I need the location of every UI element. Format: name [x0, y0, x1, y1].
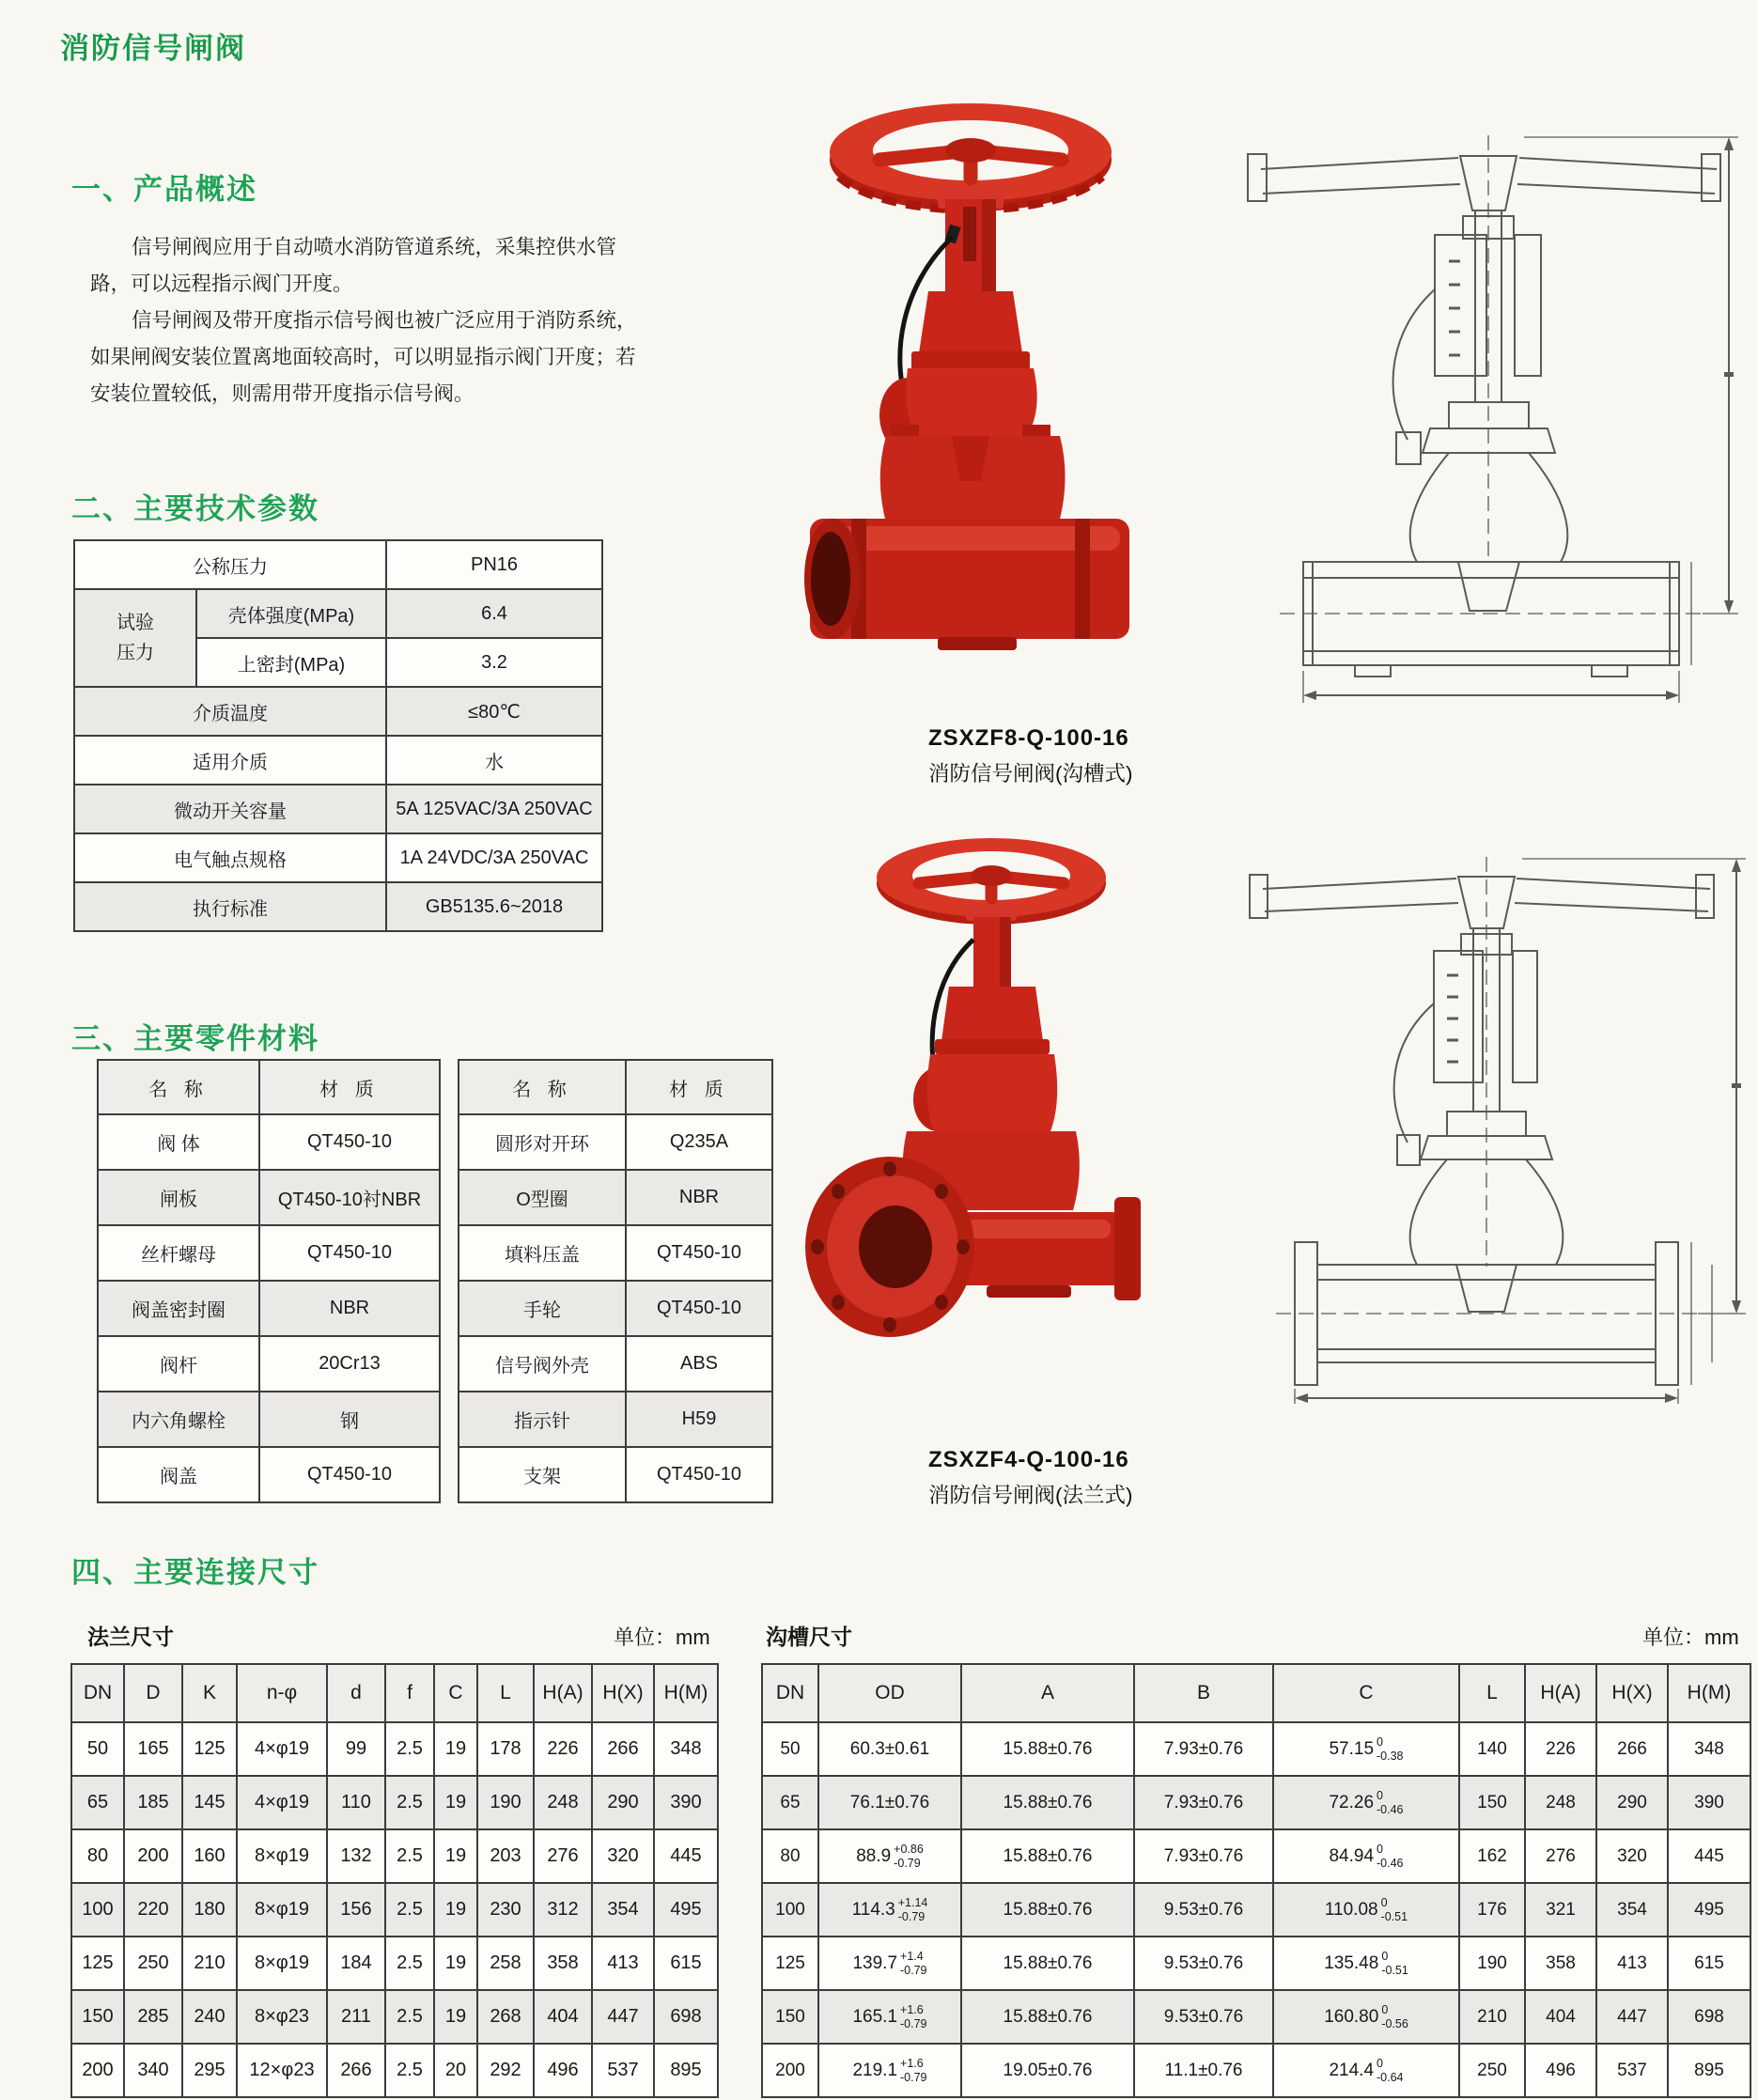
table-cell: 258 — [477, 1937, 534, 1990]
table-cell: 110 — [327, 1776, 385, 1829]
table-cell: 15.88±0.76 — [961, 1722, 1134, 1776]
table-row — [459, 1170, 772, 1225]
table-cell: 84.94 0 -0.46 — [1273, 1829, 1459, 1883]
table-cell: O型圈 — [459, 1170, 626, 1225]
table-cell: 手轮 — [459, 1281, 626, 1336]
table-cell: 19 — [434, 1722, 477, 1776]
table-cell: 19.05±0.76 — [961, 2044, 1134, 2097]
page-title: 消防信号闸阀 — [60, 32, 246, 65]
table-cell: 壳体强度(MPa) — [196, 589, 386, 638]
table-cell: 160 — [182, 1829, 237, 1883]
table-cell: 执行标准 — [74, 882, 386, 931]
product-name: 消防信号闸阀(沟槽式) — [928, 762, 1133, 786]
table-cell: 358 — [534, 1937, 592, 1990]
table-cell: 20 — [434, 2044, 477, 2097]
table-cell: 404 — [534, 1990, 592, 2044]
table-row — [762, 1883, 1750, 1937]
grooved-valve-drawing — [1223, 120, 1745, 722]
table-cell: 211 — [327, 1990, 385, 2044]
table-cell: 200 — [124, 1829, 182, 1883]
table-cell: 160.80 0 -0.56 — [1273, 1990, 1459, 2044]
table-cell: 9.53±0.76 — [1134, 1883, 1273, 1937]
table-cell: QT450-10 — [626, 1447, 772, 1502]
table-cell: 320 — [1596, 1829, 1668, 1883]
table-cell: 496 — [1525, 2044, 1596, 2097]
overview-text — [90, 229, 641, 412]
table-cell: 340 — [124, 2044, 182, 2097]
table-cell: 1A 24VDC/3A 250VAC — [386, 833, 602, 882]
table-cell: 填料压盖 — [459, 1225, 626, 1281]
table-cell: PN16 — [386, 540, 602, 589]
table-cell: 698 — [1668, 1990, 1750, 2044]
flange-dimensions-table — [70, 1663, 719, 2098]
table-cell: 100 — [71, 1883, 124, 1937]
table-cell: 184 — [327, 1937, 385, 1990]
table-cell: 447 — [592, 1990, 654, 2044]
column-header: C — [1273, 1664, 1459, 1722]
section-heading-tech-params: 二、主要技术参数 — [71, 492, 319, 525]
table-cell: 348 — [1668, 1722, 1750, 1776]
table-cell: 4×φ19 — [237, 1776, 327, 1829]
column-header: H(M) — [1668, 1664, 1750, 1722]
table-cell: ABS — [626, 1336, 772, 1392]
table-cell: 266 — [592, 1722, 654, 1776]
table-cell: 19 — [434, 1990, 477, 2044]
table-row — [459, 1392, 772, 1447]
table-cell: 250 — [1459, 2044, 1525, 2097]
column-header: A — [961, 1664, 1134, 1722]
table-cell: 413 — [1596, 1937, 1668, 1990]
table-cell: 537 — [1596, 2044, 1668, 2097]
flanged-valve-photo — [799, 819, 1160, 1383]
column-header: f — [385, 1664, 434, 1722]
table-cell: 250 — [124, 1937, 182, 1990]
table-cell: 140 — [1459, 1722, 1525, 1776]
table-cell: 60.3±0.61 — [818, 1722, 961, 1776]
table-cell: H59 — [626, 1392, 772, 1447]
table-cell: 354 — [1596, 1883, 1668, 1937]
table-cell: 165.1 +1.6 -0.79 — [818, 1990, 961, 2044]
table-cell: 176 — [1459, 1883, 1525, 1937]
table-cell: 404 — [1525, 1990, 1596, 2044]
table-row — [762, 1829, 1750, 1883]
table-cell: QT450-10 — [259, 1447, 440, 1502]
table-cell: QT450-10 — [259, 1225, 440, 1281]
table-cell: GB5135.6~2018 — [386, 882, 602, 931]
table-cell: 8×φ19 — [237, 1829, 327, 1883]
overview-paragraph-2: 信号闸阀及带开度指示信号阀也被广泛应用于消防系统，如果闸阀安装位置离地面较高时，可以明显指示阀门开度；若安装位置较低，则需用带开度指示信号阀。 — [90, 309, 637, 405]
table-cell: 2.5 — [385, 2044, 434, 2097]
table-row — [762, 1776, 1750, 1829]
table-cell: 65 — [762, 1776, 818, 1829]
table-cell: 190 — [1459, 1937, 1525, 1990]
table-cell: 390 — [654, 1776, 718, 1829]
table-row — [98, 1281, 440, 1336]
table-cell: 290 — [1596, 1776, 1668, 1829]
flanged-valve-drawing — [1223, 844, 1754, 1408]
column-header: L — [477, 1664, 534, 1722]
table-cell: 内六角螺栓 — [98, 1392, 259, 1447]
table-row — [459, 1281, 772, 1336]
table-cell: 292 — [477, 2044, 534, 2097]
table-row — [98, 1114, 440, 1170]
table-row — [762, 1937, 1750, 1990]
table-row — [71, 1883, 718, 1937]
table-cell: 阀盖 — [98, 1447, 259, 1502]
table-cell: 110.08 0 -0.51 — [1273, 1883, 1459, 1937]
flange-table-unit: 单位：mm — [614, 1626, 710, 1649]
table-row — [71, 1937, 718, 1990]
column-header: B — [1134, 1664, 1273, 1722]
table-cell: 390 — [1668, 1776, 1750, 1829]
column-header: H(X) — [592, 1664, 654, 1722]
table-cell: 19 — [434, 1776, 477, 1829]
table-cell: 139.7 +1.4 -0.79 — [818, 1937, 961, 1990]
table-cell: 8×φ19 — [237, 1937, 327, 1990]
table-cell: 7.93±0.76 — [1134, 1829, 1273, 1883]
table-cell: 上密封(MPa) — [196, 638, 386, 687]
table-row — [98, 1447, 440, 1502]
table-header-row — [459, 1060, 772, 1114]
table-cell: 200 — [71, 2044, 124, 2097]
table-cell: 2.5 — [385, 1937, 434, 1990]
product-name: 消防信号闸阀(法兰式) — [928, 1484, 1133, 1507]
table-cell: 290 — [592, 1776, 654, 1829]
table-cell: 320 — [592, 1829, 654, 1883]
table-cell: 80 — [71, 1829, 124, 1883]
table-row — [459, 1447, 772, 1502]
column-header: C — [434, 1664, 477, 1722]
table-cell: 公称压力 — [74, 540, 386, 589]
table-row — [74, 882, 602, 931]
table-cell: 135.48 0 -0.51 — [1273, 1937, 1459, 1990]
column-header: 名 称 — [98, 1060, 259, 1114]
table-cell: 19 — [434, 1883, 477, 1937]
table-cell: 5A 125VAC/3A 250VAC — [386, 785, 602, 833]
table-cell: 2.5 — [385, 1829, 434, 1883]
table-cell: 248 — [1525, 1776, 1596, 1829]
table-cell: 15.88±0.76 — [961, 1883, 1134, 1937]
table-cell: 285 — [124, 1990, 182, 2044]
table-cell: 2.5 — [385, 1990, 434, 2044]
table-cell: 240 — [182, 1990, 237, 2044]
table-row — [71, 1829, 718, 1883]
table-cell: 15.88±0.76 — [961, 1776, 1134, 1829]
column-header: K — [182, 1664, 237, 1722]
table-cell: 150 — [1459, 1776, 1525, 1829]
table-cell: 125 — [71, 1937, 124, 1990]
table-cell: 微动开关容量 — [74, 785, 386, 833]
table-row — [74, 540, 602, 589]
table-row — [762, 1990, 1750, 2044]
flange-table-caption: 法兰尺寸 — [87, 1625, 174, 1649]
table-cell: 19 — [434, 1829, 477, 1883]
column-header: H(M) — [654, 1664, 718, 1722]
groove-table-caption: 沟槽尺寸 — [766, 1625, 852, 1649]
table-row — [459, 1336, 772, 1392]
table-cell: 219.1 +1.6 -0.79 — [818, 2044, 961, 2097]
table-cell: 698 — [654, 1990, 718, 2044]
table-cell: 165 — [124, 1722, 182, 1776]
column-header: H(X) — [1596, 1664, 1668, 1722]
table-row — [74, 785, 602, 833]
table-cell: 水 — [386, 736, 602, 785]
product-label-flanged — [928, 1447, 1238, 1509]
table-cell: 266 — [327, 2044, 385, 2097]
table-header-row — [762, 1664, 1750, 1722]
table-cell: 4×φ19 — [237, 1722, 327, 1776]
product-model: ZSXZF8-Q-100-16 — [928, 725, 1129, 751]
table-cell: 220 — [124, 1883, 182, 1937]
column-header: DN — [762, 1664, 818, 1722]
column-header: d — [327, 1664, 385, 1722]
table-cell: QT450-10 — [626, 1281, 772, 1336]
table-cell: 162 — [1459, 1829, 1525, 1883]
table-cell: 268 — [477, 1990, 534, 2044]
table-cell: 圆形对开环 — [459, 1114, 626, 1170]
grooved-valve-photo — [797, 85, 1144, 714]
table-row — [71, 1990, 718, 2044]
table-cell: 电气触点规格 — [74, 833, 386, 882]
table-cell: 7.93±0.76 — [1134, 1776, 1273, 1829]
product-label-grooved — [928, 725, 1238, 787]
table-cell: 496 — [534, 2044, 592, 2097]
table-cell: 180 — [182, 1883, 237, 1937]
table-cell: 226 — [534, 1722, 592, 1776]
table-cell: 8×φ23 — [237, 1990, 327, 2044]
table-row — [71, 1776, 718, 1829]
table-row — [98, 1170, 440, 1225]
table-cell: 丝杆螺母 — [98, 1225, 259, 1281]
table-cell: 72.26 0 -0.46 — [1273, 1776, 1459, 1829]
table-row — [74, 687, 602, 736]
table-cell: 100 — [762, 1883, 818, 1937]
groove-dimensions-table — [761, 1663, 1751, 2098]
materials-table-right — [458, 1059, 773, 1503]
table-cell: 615 — [654, 1937, 718, 1990]
table-cell: 阀盖密封圈 — [98, 1281, 259, 1336]
table-cell: 276 — [1525, 1829, 1596, 1883]
table-cell: 495 — [1668, 1883, 1750, 1937]
table-cell: 试验压力 — [74, 589, 196, 687]
table-row — [74, 833, 602, 882]
section-heading-materials: 三、主要零件材料 — [71, 1022, 319, 1055]
table-cell: 312 — [534, 1883, 592, 1937]
table-cell: 145 — [182, 1776, 237, 1829]
table-cell: 3.2 — [386, 638, 602, 687]
table-cell: 537 — [592, 2044, 654, 2097]
tech-params-table — [73, 539, 603, 932]
table-cell: 适用介质 — [74, 736, 386, 785]
table-row — [98, 1336, 440, 1392]
table-cell: 125 — [182, 1722, 237, 1776]
table-cell: 150 — [71, 1990, 124, 2044]
table-cell: 132 — [327, 1829, 385, 1883]
table-row — [71, 2044, 718, 2097]
groove-table-unit: 单位：mm — [1642, 1626, 1739, 1649]
table-cell: QT450-10 — [259, 1114, 440, 1170]
table-cell: 178 — [477, 1722, 534, 1776]
table-cell: 9.53±0.76 — [1134, 1990, 1273, 2044]
column-header: D — [124, 1664, 182, 1722]
table-cell: 203 — [477, 1829, 534, 1883]
table-row — [762, 1722, 1750, 1776]
table-cell: 150 — [762, 1990, 818, 2044]
table-cell: 阀杆 — [98, 1336, 259, 1392]
product-model: ZSXZF4-Q-100-16 — [928, 1447, 1129, 1472]
table-cell: 348 — [654, 1722, 718, 1776]
table-cell: 50 — [71, 1722, 124, 1776]
table-cell: 190 — [477, 1776, 534, 1829]
table-cell: 495 — [654, 1883, 718, 1937]
column-header: DN — [71, 1664, 124, 1722]
table-row — [762, 2044, 1750, 2097]
table-cell: 295 — [182, 2044, 237, 2097]
table-cell: 钢 — [259, 1392, 440, 1447]
table-row — [98, 1392, 440, 1447]
column-header: 材 质 — [259, 1060, 440, 1114]
table-cell: NBR — [259, 1281, 440, 1336]
table-cell: 125 — [762, 1937, 818, 1990]
table-cell: 15.88±0.76 — [961, 1829, 1134, 1883]
table-cell: 6.4 — [386, 589, 602, 638]
table-cell: 支架 — [459, 1447, 626, 1502]
table-cell: 248 — [534, 1776, 592, 1829]
column-header: 名 称 — [459, 1060, 626, 1114]
table-cell: 156 — [327, 1883, 385, 1937]
table-cell: 321 — [1525, 1883, 1596, 1937]
column-header: H(A) — [1525, 1664, 1596, 1722]
table-row — [459, 1114, 772, 1170]
table-cell: 介质温度 — [74, 687, 386, 736]
table-cell: 895 — [1668, 2044, 1750, 2097]
table-cell: 20Cr13 — [259, 1336, 440, 1392]
table-cell: 895 — [654, 2044, 718, 2097]
column-header: n-φ — [237, 1664, 327, 1722]
materials-table-left — [97, 1059, 441, 1503]
table-cell: 354 — [592, 1883, 654, 1937]
table-cell: NBR — [626, 1170, 772, 1225]
table-cell: 15.88±0.76 — [961, 1990, 1134, 2044]
table-row — [98, 1225, 440, 1281]
table-cell: 15.88±0.76 — [961, 1937, 1134, 1990]
table-cell: 19 — [434, 1937, 477, 1990]
table-cell: 闸板 — [98, 1170, 259, 1225]
table-cell: 8×φ19 — [237, 1883, 327, 1937]
table-cell: 80 — [762, 1829, 818, 1883]
table-cell: 阀 体 — [98, 1114, 259, 1170]
table-cell: 2.5 — [385, 1722, 434, 1776]
table-cell: 185 — [124, 1776, 182, 1829]
table-cell: 9.53±0.76 — [1134, 1937, 1273, 1990]
table-cell: 230 — [477, 1883, 534, 1937]
column-header: 材 质 — [626, 1060, 772, 1114]
table-cell: 210 — [182, 1937, 237, 1990]
column-header: H(A) — [534, 1664, 592, 1722]
table-cell: 57.15 0 -0.38 — [1273, 1722, 1459, 1776]
table-cell: QT450-10 — [626, 1225, 772, 1281]
table-cell: 76.1±0.76 — [818, 1776, 961, 1829]
table-cell: 50 — [762, 1722, 818, 1776]
table-cell: QT450-10衬NBR — [259, 1170, 440, 1225]
table-cell: 7.93±0.76 — [1134, 1722, 1273, 1776]
section-heading-overview: 一、产品概述 — [71, 173, 257, 206]
table-cell: 615 — [1668, 1937, 1750, 1990]
table-cell: 114.3 +1.14 -0.79 — [818, 1883, 961, 1937]
table-cell: 413 — [592, 1937, 654, 1990]
table-cell: Q235A — [626, 1114, 772, 1170]
section-heading-dimensions: 四、主要连接尺寸 — [71, 1556, 319, 1589]
table-cell: 88.9 +0.86 -0.79 — [818, 1829, 961, 1883]
table-cell: 445 — [1668, 1829, 1750, 1883]
table-cell: 226 — [1525, 1722, 1596, 1776]
table-cell: 214.4 0 -0.64 — [1273, 2044, 1459, 2097]
table-header-row — [71, 1664, 718, 1722]
table-cell: 266 — [1596, 1722, 1668, 1776]
table-cell: 447 — [1596, 1990, 1668, 2044]
table-cell: 2.5 — [385, 1776, 434, 1829]
table-cell: 信号阀外壳 — [459, 1336, 626, 1392]
table-header-row — [98, 1060, 440, 1114]
table-row — [74, 736, 602, 785]
table-cell: 2.5 — [385, 1883, 434, 1937]
table-cell: 99 — [327, 1722, 385, 1776]
column-header: OD — [818, 1664, 961, 1722]
table-row — [71, 1722, 718, 1776]
table-row — [74, 589, 602, 638]
table-row — [459, 1225, 772, 1281]
table-cell: 358 — [1525, 1937, 1596, 1990]
table-cell: 65 — [71, 1776, 124, 1829]
table-cell: 11.1±0.76 — [1134, 2044, 1273, 2097]
table-cell: ≤80℃ — [386, 687, 602, 736]
table-cell: 276 — [534, 1829, 592, 1883]
table-cell: 12×φ23 — [237, 2044, 327, 2097]
table-cell: 445 — [654, 1829, 718, 1883]
table-cell: 200 — [762, 2044, 818, 2097]
table-cell: 210 — [1459, 1990, 1525, 2044]
overview-paragraph-1: 信号闸阀应用于自动喷水消防管道系统，采集控供水管路，可以远程指示阀门开度。 — [90, 236, 617, 295]
table-cell: 指示针 — [459, 1392, 626, 1447]
column-header: L — [1459, 1664, 1525, 1722]
